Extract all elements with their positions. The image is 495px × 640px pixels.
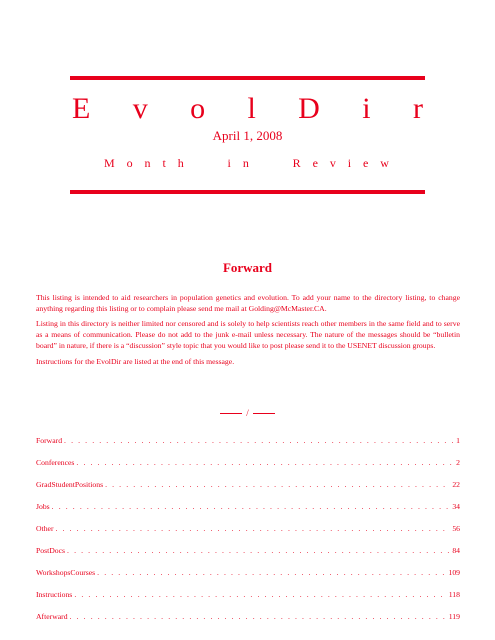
toc-page-number: 2 bbox=[456, 458, 460, 467]
toc-entry[interactable] bbox=[36, 568, 460, 590]
toc-entry[interactable] bbox=[36, 480, 460, 502]
subtitle-letter: w bbox=[380, 156, 389, 170]
subtitle-letter: i bbox=[227, 156, 231, 170]
paragraph: This listing is intended to aid researchers in population genetics and evolution. To add your name to the directory listing, to change anything regarding this listing or to complain please send me mail at Golding@McMaster.CA. bbox=[36, 293, 460, 313]
toc-page-number: 109 bbox=[448, 568, 460, 577]
masthead-subtitle bbox=[104, 156, 389, 171]
separator-line-left bbox=[220, 413, 242, 414]
toc-page-number: 56 bbox=[452, 524, 460, 533]
toc-page-number: 34 bbox=[452, 502, 460, 511]
subtitle-letter: e bbox=[312, 156, 318, 170]
masthead-title bbox=[70, 92, 425, 126]
toc-label: Jobs bbox=[36, 502, 50, 511]
toc-entry[interactable] bbox=[36, 458, 460, 480]
subtitle-letter: e bbox=[363, 156, 369, 170]
toc-leader-dots bbox=[76, 458, 454, 467]
toc-entry[interactable] bbox=[36, 502, 460, 524]
title-letter: o bbox=[190, 92, 206, 125]
toc-label: Instructions bbox=[36, 590, 73, 599]
bottom-rule bbox=[70, 190, 425, 194]
toc-page-number: 22 bbox=[452, 480, 460, 489]
paragraph: Instructions for the EvolDir are listed at the end of this message. bbox=[36, 356, 235, 366]
section-separator bbox=[0, 408, 495, 418]
subtitle-letter: M bbox=[104, 156, 115, 170]
toc-label: Afterward bbox=[36, 612, 68, 621]
toc-entry[interactable] bbox=[36, 546, 460, 568]
toc-label: Other bbox=[36, 524, 54, 533]
subtitle-letter: i bbox=[347, 156, 352, 170]
toc-label: PostDocs bbox=[36, 546, 66, 555]
subtitle-letter: t bbox=[162, 156, 166, 170]
toc-page-number: 84 bbox=[452, 546, 460, 555]
table-of-contents bbox=[36, 436, 460, 634]
separator-slash: / bbox=[246, 408, 249, 418]
toc-entry[interactable] bbox=[36, 612, 460, 634]
toc-label: Forward bbox=[36, 436, 63, 445]
forward-body bbox=[36, 293, 460, 372]
toc-leader-dots bbox=[97, 568, 446, 577]
toc-leader-dots bbox=[70, 612, 447, 621]
top-rule bbox=[70, 76, 425, 80]
subtitle-letter: v bbox=[329, 156, 336, 170]
title-letter: l bbox=[247, 92, 256, 125]
title-letter: E bbox=[72, 92, 91, 125]
toc-leader-dots bbox=[64, 436, 454, 445]
subtitle-letter: n bbox=[242, 156, 249, 170]
toc-leader-dots bbox=[74, 590, 446, 599]
toc-entry[interactable] bbox=[36, 524, 460, 546]
toc-entry[interactable] bbox=[36, 590, 460, 612]
toc-label: GradStudentPositions bbox=[36, 480, 104, 489]
subtitle-letter: R bbox=[292, 156, 301, 170]
toc-label: WorkshopsCourses bbox=[36, 568, 96, 577]
toc-leader-dots bbox=[67, 546, 450, 555]
toc-leader-dots bbox=[56, 524, 451, 533]
toc-page-number: 119 bbox=[448, 612, 460, 621]
section-heading: Forward bbox=[222, 260, 273, 275]
title-letter: i bbox=[362, 92, 371, 125]
title-letter: v bbox=[132, 92, 148, 125]
toc-leader-dots bbox=[105, 480, 450, 489]
subtitle-letter: h bbox=[177, 156, 184, 170]
toc-page-number: 118 bbox=[448, 590, 460, 599]
toc-label: Conferences bbox=[36, 458, 75, 467]
separator-line-right bbox=[253, 413, 275, 414]
toc-leader-dots bbox=[52, 502, 451, 511]
issue-date: April 1, 2008 bbox=[212, 128, 283, 143]
subtitle-letter: n bbox=[144, 156, 151, 170]
toc-entry[interactable] bbox=[36, 436, 460, 458]
title-letter: r bbox=[412, 92, 423, 125]
subtitle-letter: o bbox=[126, 156, 133, 170]
toc-page-number: 1 bbox=[456, 436, 460, 445]
paragraph: Listing in this directory is neither limited nor censored and is solely to help scientists reach other members in the same field and to serve as a means of communication. Please do not add to the junk e-mail unless necessary. The nature of the messages should be “bulletin board” in nature, if there is a “discussion” style topic that you would like to post please send it to the USENET discussion groups. bbox=[36, 319, 460, 350]
title-letter: D bbox=[298, 92, 320, 125]
